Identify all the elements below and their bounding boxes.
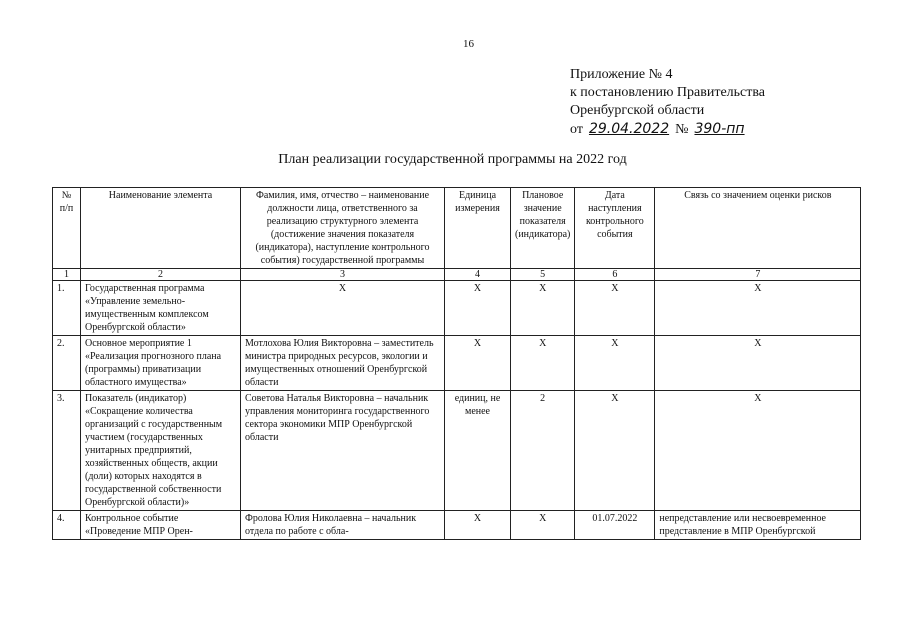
event-date: X [575, 391, 655, 511]
column-number: 4 [445, 269, 511, 281]
table-row [53, 391, 861, 511]
page-number: 16 [463, 38, 474, 50]
responsible-person: X [241, 281, 445, 336]
unit: X [445, 511, 511, 540]
unit: X [445, 281, 511, 336]
element-name: Показатель (индикатор) «Сокращение количества организаций с государственным участием (государственных унитарных предприятий, хозяйственных обществ, акции (доли) которых находятся в государственной собственности Оренбургской области)» [81, 391, 241, 511]
header-cell: Единица измерения [445, 188, 511, 269]
column-number: 5 [511, 269, 575, 281]
table-row [53, 336, 861, 391]
header-cell: Связь со значением оценки рисков [655, 188, 861, 269]
responsible-person: Мотлохова Юлия Викторовна – заместитель министра природных ресурсов, экологии и имущественных отношений Оренбургской области [241, 336, 445, 391]
unit: единиц, не менее [445, 391, 511, 511]
date-prefix: от [570, 122, 583, 137]
risk-link: X [655, 281, 861, 336]
planned-value: 2 [511, 391, 575, 511]
appendix-line-1: Приложение № 4 [570, 67, 673, 82]
planned-value: X [511, 336, 575, 391]
column-number: 3 [241, 269, 445, 281]
row-number: 2. [53, 336, 81, 391]
unit: X [445, 336, 511, 391]
appendix-line-2: к постановлению Правительства [570, 85, 766, 100]
event-date: X [575, 336, 655, 391]
row-number: 4. [53, 511, 81, 540]
row-number: 1. [53, 281, 81, 336]
appendix-line-3: Оренбургской области [570, 103, 705, 118]
responsible-person: Советова Наталья Викторовна – начальник управления мониторинга государственного сектора экономики МПР Оренбургской области [241, 391, 445, 511]
risk-link: X [655, 391, 861, 511]
column-number: 6 [575, 269, 655, 281]
column-number: 1 [53, 269, 81, 281]
header-cell: Наименование элемента [81, 188, 241, 269]
column-number-row [53, 269, 861, 281]
header-cell: Дата наступления контрольного события [575, 188, 655, 269]
risk-link: непредставление или несвоевременное представление в МПР Оренбургской [655, 511, 861, 540]
planned-value: X [511, 511, 575, 540]
document-title: План реализации государственной программы на 2022 год [278, 152, 627, 167]
event-date: X [575, 281, 655, 336]
column-number: 7 [655, 269, 861, 281]
table-row [53, 511, 861, 540]
responsible-person: Фролова Юлия Николаевна – начальник отдела по работе с обла- [241, 511, 445, 540]
header-cell: № п/п [53, 188, 81, 269]
appendix-date: 29.04.2022 [588, 121, 670, 137]
element-name: Контрольное событие «Проведение МПР Орен- [81, 511, 241, 540]
risk-link: X [655, 336, 861, 391]
appendix-block [570, 66, 765, 139]
table-header-row [53, 188, 861, 269]
number-prefix: № [675, 122, 689, 137]
planned-value: X [511, 281, 575, 336]
column-number: 2 [81, 269, 241, 281]
header-cell: Плановое значение показателя (индикатора) [511, 188, 575, 269]
appendix-number: 390-пп [694, 121, 745, 137]
header-cell: Фамилия, имя, отчество – наименование должности лица, ответственного за реализацию структурного элемента (достижение значения показателя (индикатора), наступление контрольного события) государственной программы [241, 188, 445, 269]
plan-table [52, 187, 861, 540]
table-row [53, 281, 861, 336]
element-name: Основное мероприятие 1 «Реализация прогнозного плана (программы) приватизации областного имущества» [81, 336, 241, 391]
appendix-date-line [570, 120, 765, 139]
event-date: 01.07.2022 [575, 511, 655, 540]
element-name: Государственная программа «Управление земельно-имущественным комплексом Оренбургской области» [81, 281, 241, 336]
row-number: 3. [53, 391, 81, 511]
